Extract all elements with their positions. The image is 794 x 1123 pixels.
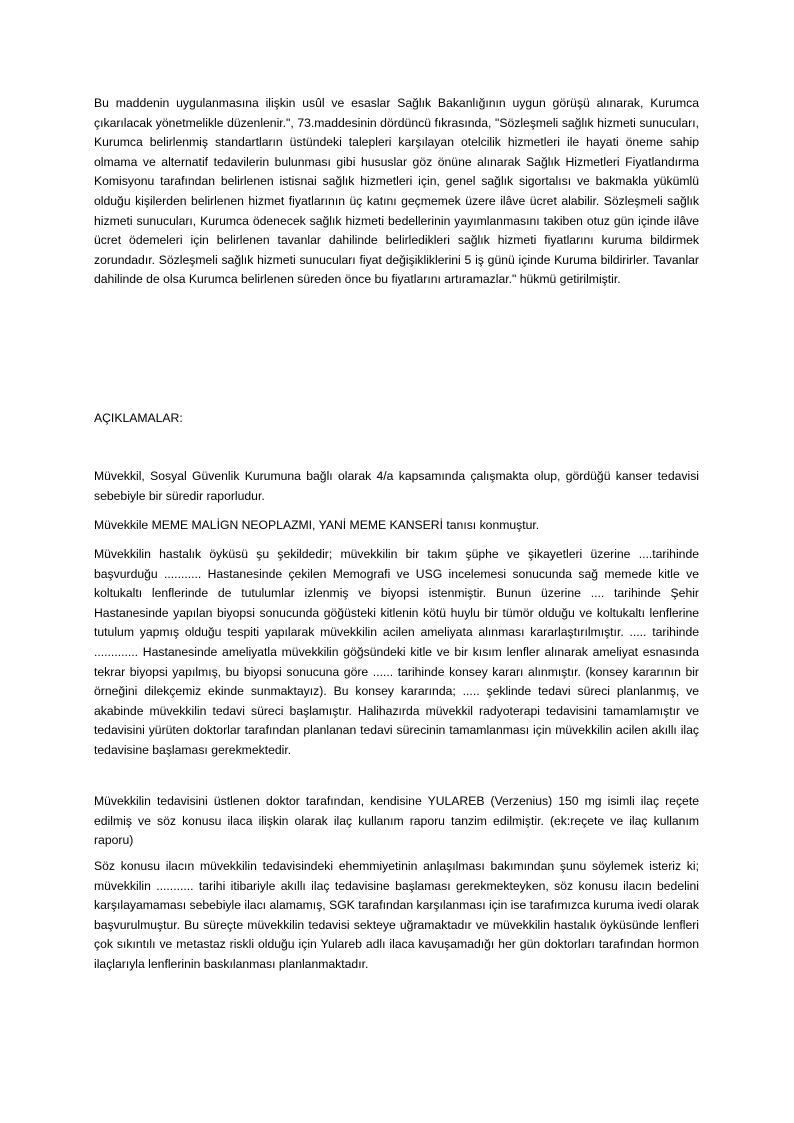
paragraph-urgency: Söz konusu ilacın müvekkilin tedavisindeki ehemmiyetinin anlaşılması bakımından şunu söylemek isteriz ki; müvekkilin ........... tarihi itibariyle akıllı ilaç tedavisine başlaması gerekmekteyken, söz konusu ilacın bedelini karşılayamaması sebebiyle ilacı alamamış, SGK tarafından karşılanması için ise tarafımızca kuruma ivedi olarak başvurulmuştur. Bu süreçte müvekkilin tedavisi sekteye uğramaktadır ve müvekkilin hastalık öyküsünde lenfleri çok sıkıntılı ve metastaz riskli olduğu için Yulareb adlı ilaca kavuşamadığı her gün doktorları tarafından hormon ilaçlarıyla lenflerinin baskılanması planlanmaktadır. [94,859,699,971]
intro-paragraph: Bu maddenin uygulanmasına ilişkin usûl ve esaslar Sağlık Bakanlığının uygun görüşü alınarak, Kurumca çıkarılacak yönetmelikle düzenlenir.", 73.maddesinin dördüncü fıkrasında, "Sözleşmeli sağlık hizmeti sunucuları, Kurumca belirlenmiş standartların üstündeki talepleri karşılayan otelcilik hizmetleri ile hayati öneme sahip olmama ve alternatif tedavilerin bulunması gibi hususlar göz önüne alınarak Sağlık Hizmetleri Fiyatlandırma Komisyonu tarafından belirlenen istisnai sağlık hizmetleri için, genel sağlık sigortalısı ve bakmakla yükümlü olduğu kişilerden belirlenen hizmet fiyatlarının üç katını geçmemek üzere ilâve ücret alabilir. Sözleşmeli sağlık hizmeti sunucuları, Kurumca ödenecek sağlık hizmeti bedellerinin yayımlanmasını takiben otuz gün içinde ilâve ücret ödemeleri için belirlenen tavanlar dahilinde belirledikleri sağlık hizmeti fiyatlarını kuruma bildirmek zorundadır. Sözleşmeli sağlık hizmeti sunucuları fiyat değişikliklerini 5 iş günü içinde Kuruma bildirirler. Tavanlar dahilinde de olsa Kurumca belirlenen süreden önce bu fiyatlarını artıramazlar." hükmü getirilmiştir. [94,96,699,287]
paragraph-prescription: Müvekkilin tedavisini üstlenen doktor tarafından, kendisine YULAREB (Verzenius) 150 mg isimli ilaç reçete edilmiş ve söz konusu ilaca ilişkin olarak ilaç kullanım raporu tanzim edilmiştir. (ek:reçete ve ilaç kullanım raporu) [94,794,699,848]
section-heading: AÇIKLAMALAR: [94,411,183,425]
paragraph-employment: Müvekkil, Sosyal Güvenlik Kurumuna bağlı olarak 4/a kapsamında çalışmakta olup, gördüğü kanser tedavisi sebebiyle bir süredir raporludur. [94,469,699,503]
paragraph-history: Müvekkilin hastalık öyküsü şu şekildedir; müvekkilin bir takım şüphe ve şikayetleri üzerine ....tarihinde başvurduğu ........... Hastanesinde çekilen Memografi ve USG incelemesi sonucunda sağ memede kitle ve koltukaltı lenflerinde de tutulumlar izlenmiş ve biyopsi istenmiştir. Bunun üzerine .... tarihinde Şehir Hastanesinde yapılan biyopsi sonucunda göğüsteki kitlenin kötü huylu bir tümör olduğu ve koltukaltı lenflerine tutulum yapmış olduğu tespiti yapılarak müvekkilin acilen ameliyata alınması kararlaştırılmıştır. ..... tarihinde ............. Hastanesinde ameliyatla müvekkilin göğsündeki kitle ve bir kısım lenfler alınarak ameliyat esnasında tekrar biyopsi yapılmış, bu biyopsi sonucuna göre ...... tarihinde konsey kararı alınmıştır. (konsey kararının bir örneğini dilekçemiz ekinde sunmaktayız). Bu konsey kararında; ..... şeklinde tedavi süreci planlanmış, ve akabinde müvekkilin tedavi süreci başlamıştır. Halihazırda müvekkil radyoterapi tedavisini tamamlamıştır ve tedavisini yürüten doktorlar tarafından planlanan tedavi sürecinin tamamlanması için müvekkilin acilen akıllı ilaç tedavisine başlaması gerekmektedir. [94,547,699,757]
paragraph-diagnosis: Müvekkile MEME MALİGN NEOPLAZMI, YANİ MEME KANSERİ tanısı konmuştur. [94,518,540,532]
